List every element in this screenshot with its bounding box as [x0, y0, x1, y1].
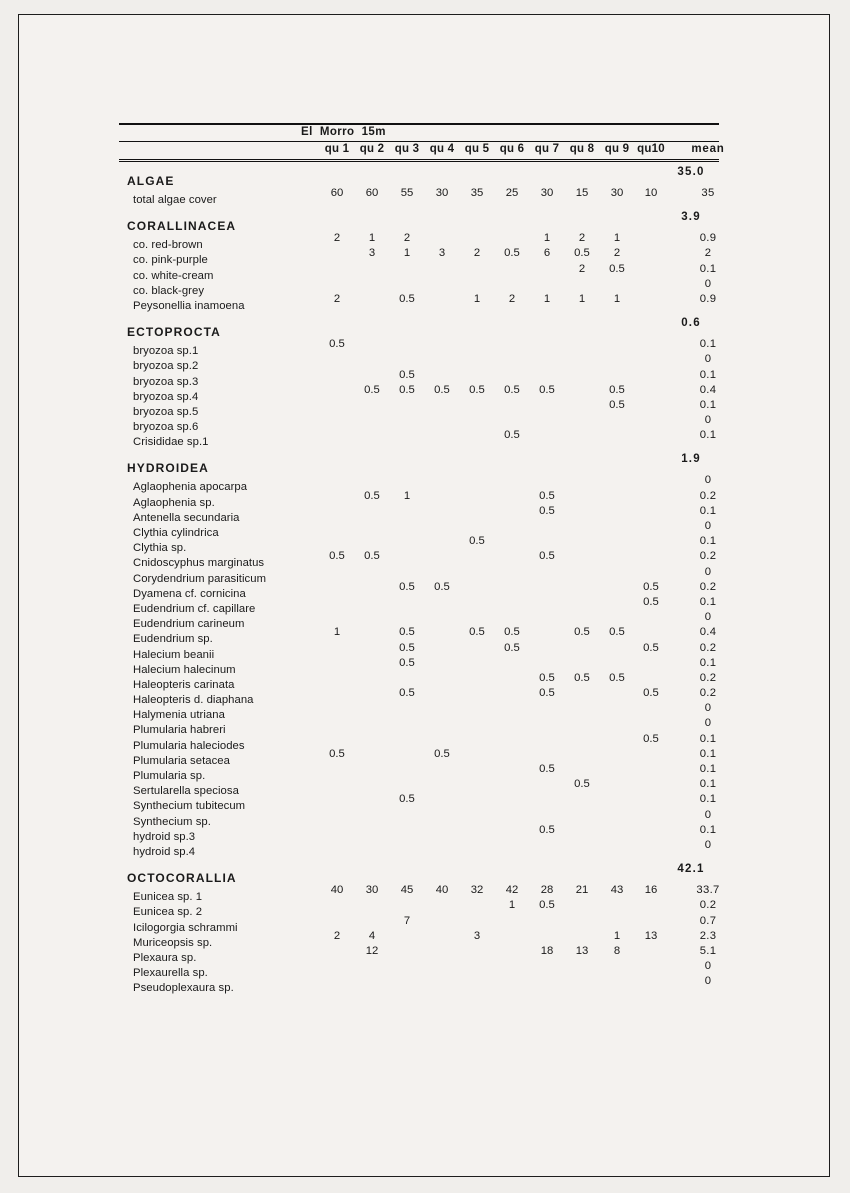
- species-label: Plumularia sp.: [133, 770, 206, 782]
- cell-qu3: 0.5: [399, 368, 415, 381]
- cell-qu3: 0.5: [399, 687, 415, 700]
- table-row[interactable]: [119, 838, 719, 859]
- cell-mean: 0.1: [699, 595, 717, 608]
- species-label: Pseudoplexaura sp.: [133, 982, 234, 995]
- cell-qu9: 0.5: [609, 671, 625, 684]
- column-header-qu6: qu 6: [499, 143, 525, 155]
- species-label: Haleopteris d. diaphana: [133, 694, 254, 707]
- species-label: co. black-grey: [133, 284, 205, 297]
- table-row[interactable]: [119, 808, 719, 829]
- cell-qu3: 7: [403, 914, 411, 927]
- table-row[interactable]: [119, 383, 719, 404]
- species-label: Clythia sp.: [133, 542, 187, 555]
- cell-mean: 0: [704, 565, 712, 578]
- table-row[interactable]: [119, 338, 719, 358]
- species-label: Aglaophenia sp.: [133, 496, 215, 509]
- column-header-qu5: qu 5: [464, 143, 490, 155]
- group-octocorallia: [119, 859, 719, 995]
- cell-mean: 0.2: [699, 687, 717, 700]
- species-label: bryozoa sp.5: [133, 405, 199, 418]
- cell-qu8: 21: [575, 884, 589, 897]
- species-label: co. red-brown: [133, 239, 203, 252]
- cell-qu9: 1: [613, 292, 621, 305]
- species-label: Eudendrium carineum: [133, 618, 245, 631]
- cell-qu4: 0.5: [434, 580, 450, 593]
- group-rows: [119, 187, 719, 207]
- species-label: bryozoa sp.6: [133, 421, 199, 434]
- cell-qu5: 35: [470, 187, 484, 199]
- cell-mean: 0.1: [699, 732, 717, 745]
- table-row[interactable]: [119, 489, 719, 510]
- cell-qu2: 12: [365, 944, 379, 957]
- species-label: Plumularia habreri: [133, 724, 226, 737]
- species-label: bryozoa sp.2: [133, 360, 199, 373]
- cell-qu1: 1: [333, 626, 341, 639]
- cell-mean: 0.4: [699, 626, 717, 639]
- cell-qu10: 13: [644, 929, 658, 942]
- cell-qu5: 32: [470, 884, 484, 897]
- species-label: Plexaurella sp.: [133, 967, 208, 980]
- cell-qu9: 0.5: [609, 626, 625, 639]
- species-label: co. white-cream: [133, 269, 214, 282]
- cell-qu9: 8: [613, 944, 621, 957]
- table-row[interactable]: [119, 187, 719, 207]
- cell-qu2: 0.5: [364, 550, 380, 563]
- cell-qu7: 1: [543, 292, 551, 305]
- species-label: Clythia cylindrica: [133, 527, 219, 539]
- table-row[interactable]: [119, 747, 719, 768]
- table-row[interactable]: [119, 595, 719, 616]
- column-header-qu2: qu 2: [359, 143, 385, 155]
- cell-qu8: 0.5: [574, 671, 590, 684]
- cell-qu6: 0.5: [504, 383, 520, 396]
- cell-qu6: 2: [508, 292, 516, 305]
- cell-qu7: 0.5: [539, 899, 555, 912]
- cell-qu1: 0.5: [329, 747, 345, 760]
- cell-qu9: 30: [610, 187, 624, 199]
- cell-qu7: 6: [543, 247, 551, 260]
- cell-qu1: 2: [333, 292, 341, 305]
- species-label: Halymenia utriana: [133, 709, 225, 722]
- cell-qu5: 0.5: [469, 383, 485, 396]
- cell-mean: 5.1: [699, 944, 717, 957]
- table-row[interactable]: [119, 641, 719, 662]
- cell-qu9: 1: [613, 929, 621, 942]
- cell-mean: 0: [704, 520, 712, 532]
- cell-mean: 0.2: [699, 580, 717, 593]
- cell-qu2: 3: [368, 247, 376, 260]
- group-title: OCTOCORALLIA 42.1: [119, 859, 719, 889]
- cell-qu2: 1: [368, 232, 376, 245]
- cell-qu1: 2: [333, 232, 341, 245]
- cell-mean: 0.2: [699, 671, 717, 684]
- cell-qu7: 1: [543, 232, 551, 245]
- column-header-qu10: qu10: [637, 143, 665, 155]
- cell-mean: 0.1: [699, 429, 717, 442]
- cell-qu1: 0.5: [329, 550, 345, 563]
- species-label: Eunicea sp. 2: [133, 906, 203, 919]
- cell-qu3: 55: [400, 187, 414, 199]
- species-label: Haleopteris carinata: [133, 678, 235, 691]
- cell-mean: 0: [704, 474, 712, 487]
- cell-qu7: 0.5: [539, 489, 555, 502]
- species-label: Corydendrium parasiticum: [133, 572, 267, 585]
- cell-mean: 0.4: [699, 383, 717, 396]
- table-row[interactable]: [119, 368, 719, 389]
- cell-qu9: 1: [613, 232, 621, 245]
- cell-qu3: 0.5: [399, 641, 415, 654]
- cell-mean: 2.3: [699, 929, 717, 942]
- table-row[interactable]: [119, 929, 719, 950]
- column-header-qu7: qu 7: [534, 143, 560, 155]
- cell-qu3: 0.5: [399, 793, 415, 806]
- column-header-qu8: qu 8: [569, 143, 595, 155]
- table-row[interactable]: [119, 884, 720, 904]
- species-label: Halecium halecinum: [133, 663, 236, 676]
- cell-qu2: 30: [365, 884, 379, 897]
- cell-qu10: 0.5: [643, 687, 659, 700]
- table-row[interactable]: [119, 944, 719, 965]
- table-row[interactable]: [119, 823, 719, 844]
- cell-qu3: 0.5: [399, 383, 415, 396]
- table-row[interactable]: [119, 763, 719, 783]
- cell-qu7: 0.5: [539, 763, 555, 775]
- table-row[interactable]: [119, 687, 719, 707]
- cell-qu5: 2: [473, 247, 481, 260]
- species-label: Plexaura sp.: [133, 951, 197, 964]
- cell-mean: 0.1: [699, 793, 717, 806]
- species-label: Muriceopsis sp.: [133, 936, 213, 949]
- cell-qu9: 2: [613, 247, 621, 260]
- cell-qu6: 0.5: [504, 641, 520, 654]
- cell-mean: 0.1: [699, 368, 717, 381]
- cell-qu7: 18: [540, 944, 554, 957]
- table-row[interactable]: [119, 520, 719, 540]
- cell-mean: 0.1: [699, 398, 717, 411]
- column-header-qu4: qu 4: [429, 143, 455, 155]
- cell-qu7: 0.5: [539, 383, 555, 396]
- cell-qu3: 0.5: [399, 580, 415, 593]
- group-hydroidea: [119, 449, 719, 859]
- table-row[interactable]: [119, 671, 719, 692]
- cell-mean: 0: [704, 838, 712, 851]
- group-mean-value: 0.6: [681, 317, 701, 330]
- species-label: Plumularia haleciodes: [133, 739, 245, 752]
- cell-mean: 0: [704, 975, 712, 988]
- cell-qu2: 0.5: [364, 489, 380, 502]
- table-row[interactable]: [119, 717, 719, 737]
- cell-qu6: 0.5: [504, 247, 520, 260]
- table-body: [119, 162, 719, 995]
- cell-qu3: 2: [403, 232, 411, 245]
- table-row[interactable]: [119, 732, 719, 753]
- species-label: hydroid sp.3: [133, 830, 196, 843]
- group-algae: [119, 162, 719, 207]
- cell-qu8: 13: [575, 944, 589, 957]
- column-header-qu1: qu 1: [324, 143, 350, 155]
- cell-mean: 0: [704, 702, 712, 715]
- table-row[interactable]: [119, 580, 719, 601]
- cell-qu5: 3: [473, 929, 481, 942]
- species-label: Crisididae sp.1: [133, 436, 209, 449]
- species-label: Dyamena cf. cornicina: [133, 587, 246, 600]
- table-row[interactable]: [119, 535, 719, 555]
- table-row[interactable]: [119, 353, 719, 373]
- group-rows: [119, 884, 720, 995]
- cell-qu6: 0.5: [504, 429, 520, 442]
- group-rows: [119, 474, 719, 859]
- species-label: total algae cover: [133, 194, 217, 206]
- species-label: bryozoa sp.1: [133, 345, 199, 358]
- column-header-row: [119, 142, 725, 159]
- cell-mean: 0: [704, 353, 712, 366]
- group-title: ECTOPROCTA 0.6: [119, 313, 719, 343]
- cell-qu7: 28: [540, 884, 554, 897]
- cell-qu6: 1: [508, 899, 516, 912]
- cell-qu10: 0.5: [643, 595, 659, 608]
- cell-qu8: 1: [578, 292, 586, 305]
- group-mean-value: 35.0: [677, 166, 705, 178]
- cell-qu4: 0.5: [434, 747, 450, 760]
- table-row[interactable]: [119, 975, 719, 995]
- cell-mean: 0: [704, 960, 712, 973]
- cell-qu8: 15: [575, 187, 589, 199]
- cell-qu5: 0.5: [469, 535, 485, 548]
- table-row[interactable]: [119, 611, 719, 631]
- cell-qu10: 16: [644, 884, 658, 897]
- cell-qu8: 0.5: [574, 778, 590, 791]
- species-label: Eudendrium cf. capillare: [133, 602, 256, 615]
- cell-qu5: 0.5: [469, 626, 485, 639]
- table-row[interactable]: [119, 262, 719, 283]
- table-row[interactable]: [119, 429, 719, 449]
- document-page: [18, 14, 830, 1177]
- cell-qu4: 30: [435, 187, 449, 199]
- cell-qu10: 10: [644, 187, 658, 199]
- cell-mean: 0.9: [699, 292, 717, 305]
- cell-qu4: 3: [438, 247, 446, 260]
- cell-qu3: 0.5: [399, 626, 415, 639]
- table-row[interactable]: [119, 565, 719, 586]
- species-label: Halecium beanii: [133, 648, 215, 661]
- cell-qu2: 0.5: [364, 383, 380, 396]
- species-label: Cnidoscyphus marginatus: [133, 557, 265, 570]
- site-header: El Morro 15m: [301, 126, 386, 138]
- group-corallinacea: [119, 207, 719, 313]
- table-row[interactable]: [119, 504, 719, 525]
- cell-qu9: 43: [610, 884, 624, 897]
- group-mean-value: 3.9: [681, 211, 701, 224]
- cell-mean: 35: [701, 187, 715, 199]
- cell-mean: 0: [704, 414, 712, 427]
- species-label: bryozoa sp.4: [133, 390, 199, 403]
- cell-qu1: 0.5: [329, 338, 345, 351]
- group-mean-value: 1.9: [681, 453, 701, 466]
- species-label: Eunicea sp. 1: [133, 891, 203, 904]
- cell-qu6: 42: [505, 884, 519, 897]
- cell-qu9: 0.5: [609, 262, 625, 275]
- cell-qu7: 0.5: [539, 671, 555, 684]
- cell-qu6: 0.5: [504, 626, 520, 639]
- cell-qu6: 25: [505, 187, 519, 199]
- cell-mean: 0.1: [699, 262, 717, 275]
- cell-qu5: 1: [473, 292, 481, 305]
- cell-mean: 0.1: [699, 763, 717, 775]
- cell-qu2: 60: [365, 187, 379, 199]
- cell-qu3: 1: [403, 489, 411, 502]
- cell-qu3: 0.5: [399, 656, 415, 669]
- table-row[interactable]: [119, 960, 719, 980]
- cell-mean: 2: [704, 247, 712, 260]
- cell-qu8: 0.5: [574, 247, 590, 260]
- cell-qu1: 40: [330, 884, 344, 897]
- table-row[interactable]: [119, 550, 719, 570]
- cell-mean: 0.1: [699, 747, 717, 760]
- species-label: bryozoa sp.3: [133, 375, 199, 388]
- species-label: Icilogorgia schrammi: [133, 921, 238, 934]
- cell-mean: 0.1: [699, 338, 717, 351]
- cell-mean: 0: [704, 611, 712, 624]
- group-rows: [119, 232, 719, 313]
- table-row[interactable]: [119, 778, 719, 798]
- table-row[interactable]: [119, 292, 719, 313]
- table-row[interactable]: [119, 232, 719, 252]
- cell-mean: 33.7: [696, 884, 720, 897]
- table-row[interactable]: [119, 626, 719, 646]
- cell-qu7: 0.5: [539, 687, 555, 700]
- group-rows: [119, 338, 719, 449]
- cell-qu3: 45: [400, 884, 414, 897]
- cell-qu10: 0.5: [643, 732, 659, 745]
- species-label: hydroid sp.4: [133, 845, 196, 858]
- cell-mean: 0.1: [699, 778, 717, 791]
- cell-qu3: 0.5: [399, 292, 415, 305]
- cell-mean: 0: [704, 277, 712, 290]
- table-row[interactable]: [119, 414, 719, 434]
- cell-mean: 0.1: [699, 535, 717, 548]
- group-title: ALGAE 35.0: [119, 162, 719, 192]
- cell-qu3: 1: [403, 247, 411, 260]
- species-label: Synthecium sp.: [133, 815, 211, 828]
- species-label: Synthecium tubitecum: [133, 800, 246, 813]
- table-row[interactable]: [119, 247, 719, 267]
- table-row[interactable]: [119, 793, 719, 813]
- species-label: Aglaophenia apocarpa: [133, 481, 248, 494]
- cell-mean: 0.1: [699, 656, 717, 669]
- cell-qu7: 0.5: [539, 550, 555, 563]
- cell-qu2: 4: [368, 929, 376, 942]
- cell-qu1: 60: [330, 187, 344, 199]
- cell-qu1: 2: [333, 929, 341, 942]
- cell-mean: 0: [704, 717, 712, 730]
- table-row[interactable]: [119, 474, 719, 494]
- column-header-qu3: qu 3: [394, 143, 420, 155]
- group-title: HYDROIDEA 1.9: [119, 449, 719, 479]
- cell-qu4: 40: [435, 884, 449, 897]
- cell-mean: 0.1: [699, 504, 717, 517]
- species-label: Sertularella speciosa: [133, 785, 239, 798]
- cell-qu10: 0.5: [643, 580, 659, 593]
- species-label: Antenella secundaria: [133, 511, 240, 524]
- species-label: Plumularia setacea: [133, 754, 230, 767]
- group-mean-value: 42.1: [677, 863, 705, 876]
- cell-qu7: 0.5: [539, 823, 555, 836]
- group-ectoprocta: [119, 313, 719, 449]
- cell-qu9: 0.5: [609, 398, 625, 411]
- cell-mean: 0.9: [699, 232, 717, 245]
- cell-qu7: 30: [540, 187, 554, 199]
- species-label: Eudendrium sp.: [133, 633, 213, 646]
- column-header-qu9: qu 9: [604, 143, 630, 155]
- table-row[interactable]: [119, 702, 719, 722]
- species-label: co. pink-purple: [133, 254, 208, 267]
- cell-mean: 0.1: [699, 823, 717, 836]
- species-cover-table: [119, 123, 725, 995]
- cell-mean: 0.7: [699, 914, 717, 927]
- cell-mean: 0.2: [699, 899, 717, 912]
- cell-qu8: 2: [578, 232, 586, 245]
- table-row[interactable]: [119, 899, 719, 919]
- column-header-mean: mean: [691, 143, 725, 155]
- cell-mean: 0: [704, 808, 712, 821]
- cell-qu9: 0.5: [609, 383, 625, 396]
- cell-qu7: 0.5: [539, 504, 555, 517]
- cell-qu10: 0.5: [643, 641, 659, 654]
- species-label: Peysonellia inamoena: [133, 299, 245, 312]
- table-row[interactable]: [119, 656, 719, 677]
- table-row[interactable]: [119, 277, 719, 298]
- cell-mean: 0.2: [699, 641, 717, 654]
- group-title: CORALLINACEA 3.9: [119, 207, 719, 237]
- cell-mean: 0.2: [699, 489, 717, 502]
- cell-qu8: 2: [578, 262, 586, 275]
- cell-qu4: 0.5: [434, 383, 450, 396]
- cell-qu8: 0.5: [574, 626, 590, 639]
- cell-mean: 0.2: [699, 550, 717, 563]
- table-row[interactable]: [119, 914, 719, 935]
- table-row[interactable]: [119, 398, 719, 419]
